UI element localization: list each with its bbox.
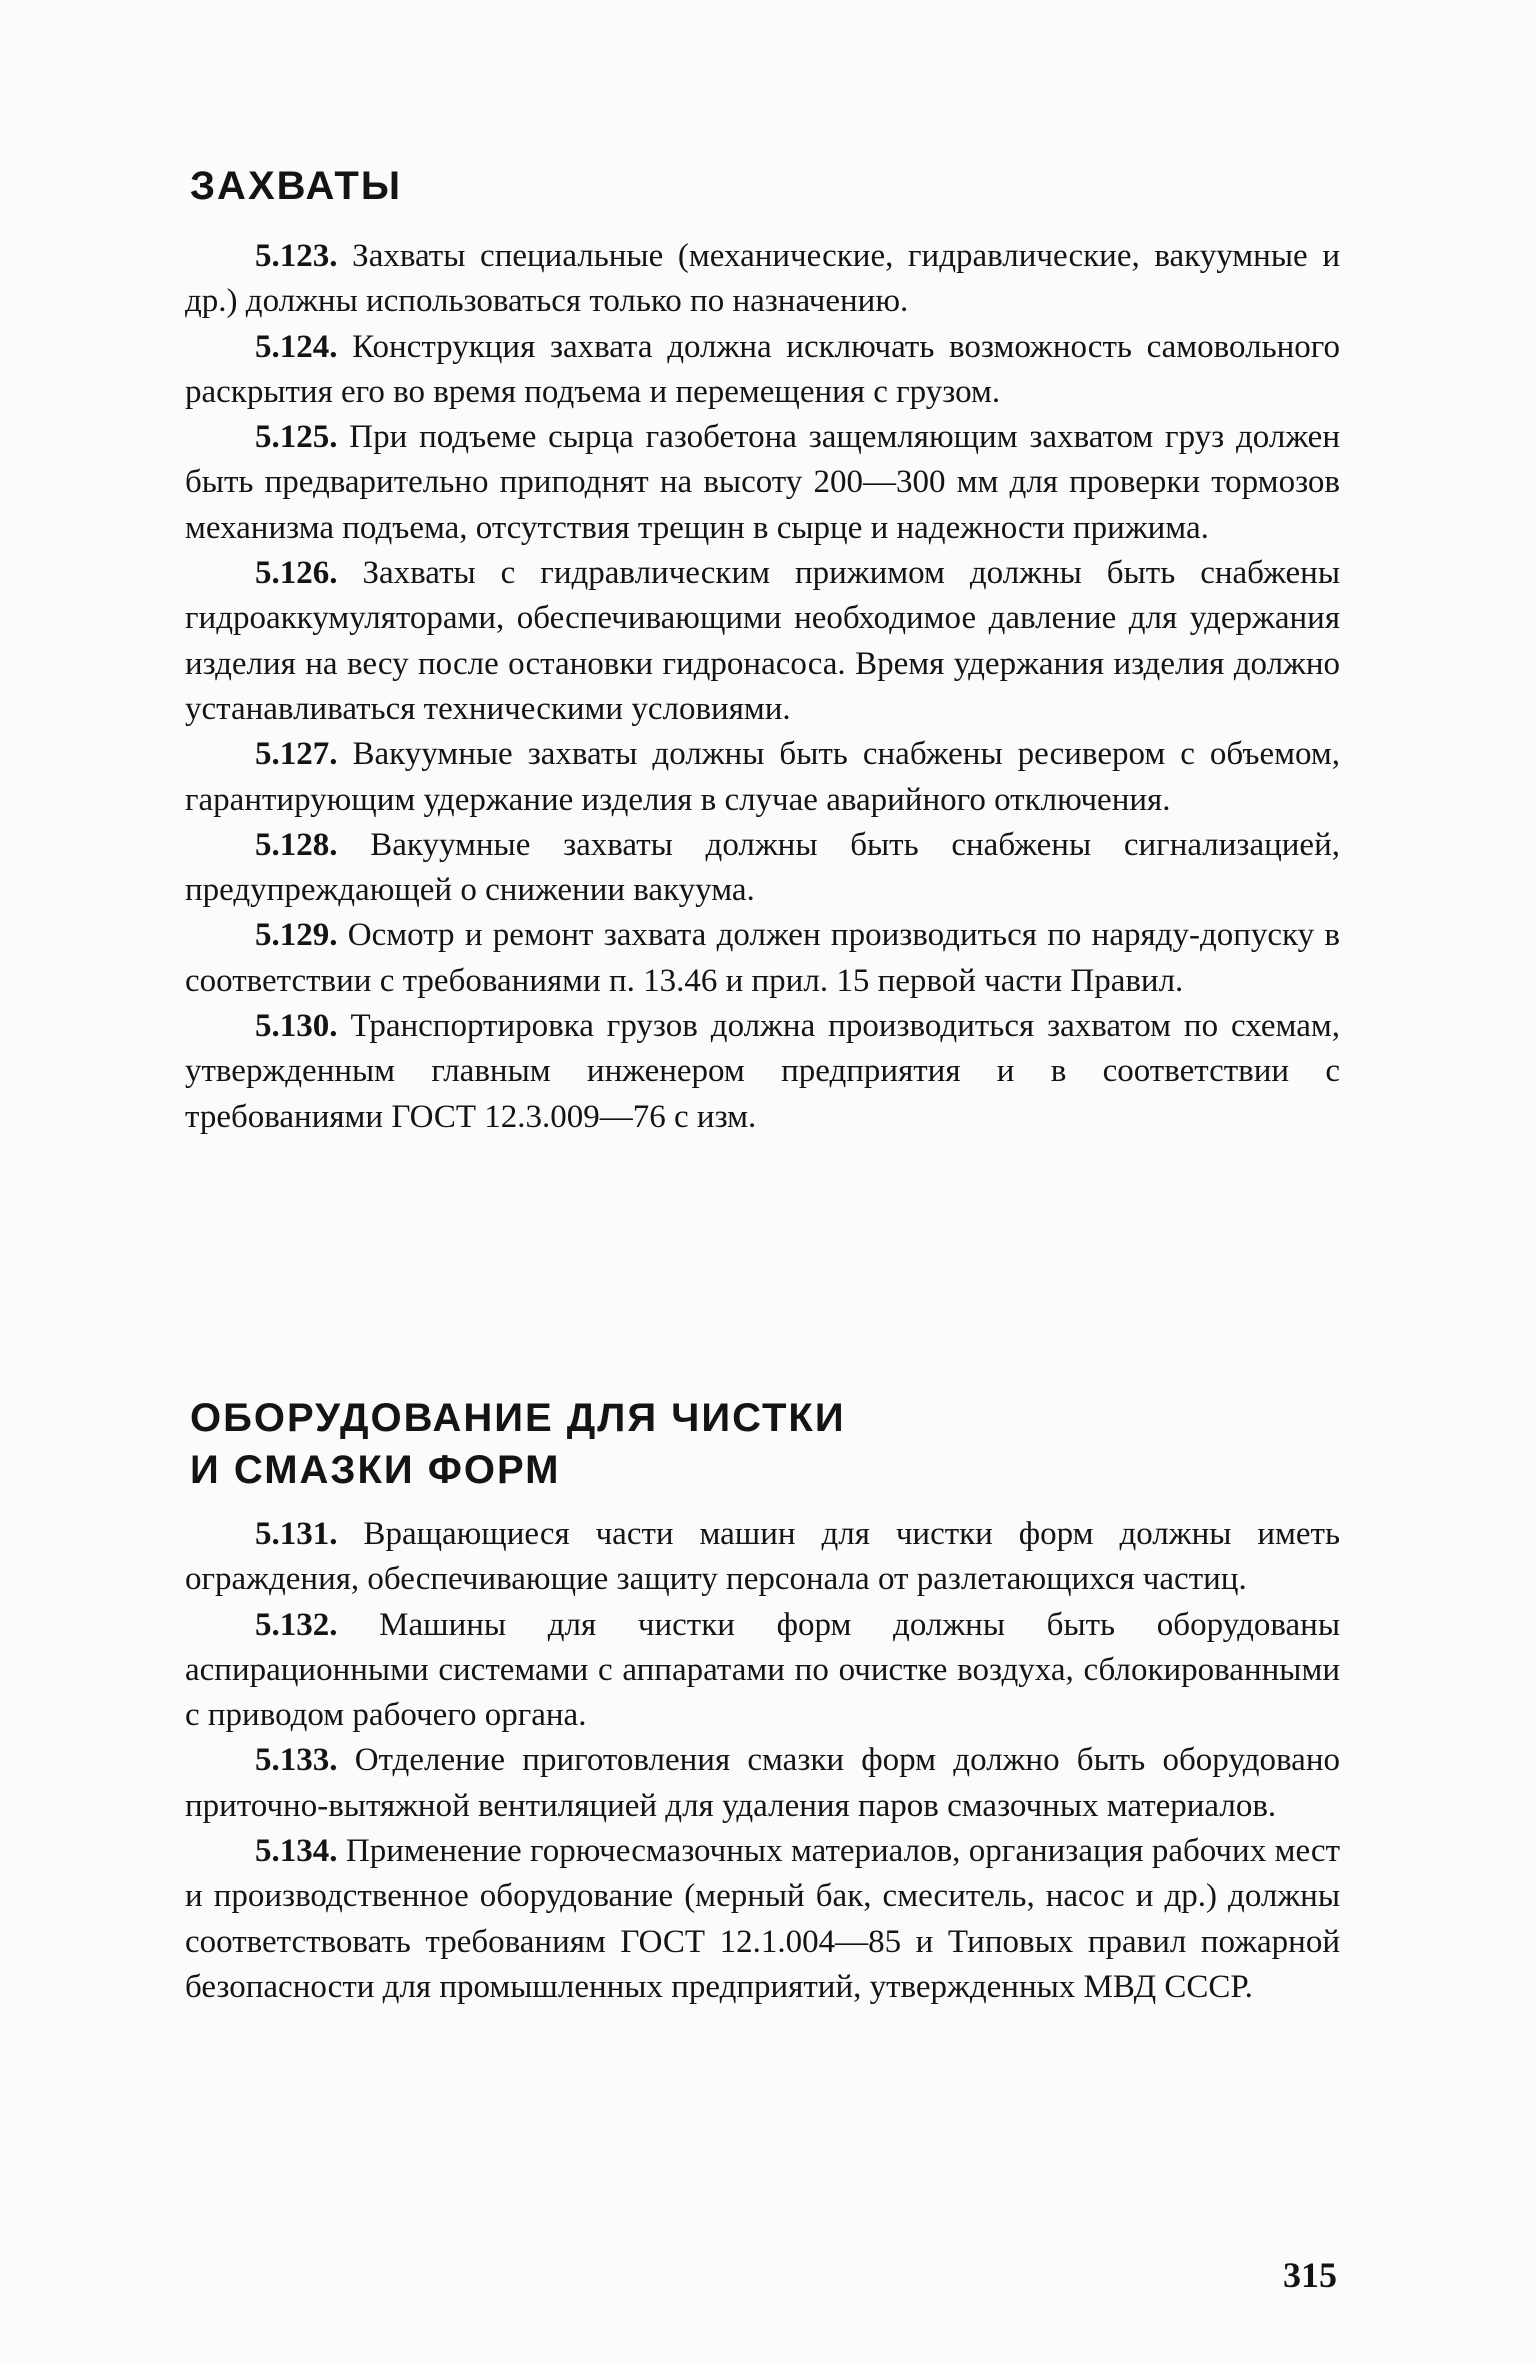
paragraph-5-127: 5.127. Вакуумные захваты должны быть снабжены ресивером с объемом, гарантирующим удержание изделия в случае аварийного отключения. xyxy=(185,736,1340,818)
paragraph-5-125: 5.125. При подъеме сырца газобетона защемляющим захватом груз должен быть предварительно приподнят на высоту 200—300 мм для проверки тормозов механизма подъема, отсутствия трещин в сырце и надежности прижима. xyxy=(185,419,1340,546)
page-number: 315 xyxy=(1283,2255,1337,2295)
paragraph-5-126: 5.126. Захваты с гидравлическим прижимом должны быть снабжены гидроаккумуляторами, обеспечивающими необходимое давление для удержания изделия на весу после остановки гидронасоса. Время удержания изделия должно устанавливаться техническими условиями. xyxy=(185,555,1340,727)
paragraph-5-133: 5.133. Отделение приготовления смазки форм должно быть оборудовано приточно-вытяжной вентиляцией для удаления паров смазочных материалов. xyxy=(185,1742,1340,1824)
section-heading-grips xyxy=(190,160,402,212)
paragraph-5-132: 5.132. Машины для чистки форм должны быть оборудованы аспирационными системами с аппаратами по очистке воздуха, сблокированными с приводом рабочего органа. xyxy=(185,1606,1340,1734)
paragraph-5-128: 5.128. Вакуумные захваты должны быть снабжены сигнализацией, предупреждающей о снижении вакуума. xyxy=(185,826,1340,909)
heading-line-2: И СМАЗКИ ФОРМ xyxy=(190,1448,561,1492)
paragraph-5-131: 5.131. Вращающиеся части машин для чистки форм должны иметь ограждения, обеспечивающие защиту персонала от разлетающихся частиц. xyxy=(185,1516,1340,1598)
section-heading-cleaning-equipment xyxy=(190,1392,846,1496)
paragraph-5-130: 5.130. Транспортировка грузов должна производиться захватом по схемам, утвержденным главным инженером предприятия и в соответствии с требованиями ГОСТ 12.3.009—76 с изм. xyxy=(185,1008,1340,1135)
paragraph-5-124: 5.124. Конструкция захвата должна исключать возможность самовольного раскрытия его во время подъема и перемещения с грузом. xyxy=(185,328,1340,410)
paragraph-5-134: 5.134. Применение горючесмазочных материалов, организация рабочих мест и производственное оборудование (мерный бак, смеситель, насос и др.) должны соответствовать требованиям ГОСТ 12.1.004—85 и Типовых правил пожарной безопасности для промышленных предприятий, утвержденных МВД СССР. xyxy=(185,1833,1340,2005)
section-body-grips xyxy=(185,234,1340,1140)
paragraph-5-123: 5.123. Захваты специальные (механические, гидравлические, вакуумные и др.) должны использоваться только по назначению. xyxy=(185,238,1340,320)
section-body-cleaning-equipment xyxy=(185,1512,1340,2010)
heading-text: ЗАХВАТЫ xyxy=(190,164,403,208)
heading-line-1: ОБОРУДОВАНИЕ ДЛЯ ЧИСТКИ xyxy=(190,1396,846,1440)
paragraph-5-129: 5.129. Осмотр и ремонт захвата должен производиться по наряду-допуску в соответствии с требованиями п. 13.46 и прил. 15 первой части Правил. xyxy=(185,917,1340,999)
